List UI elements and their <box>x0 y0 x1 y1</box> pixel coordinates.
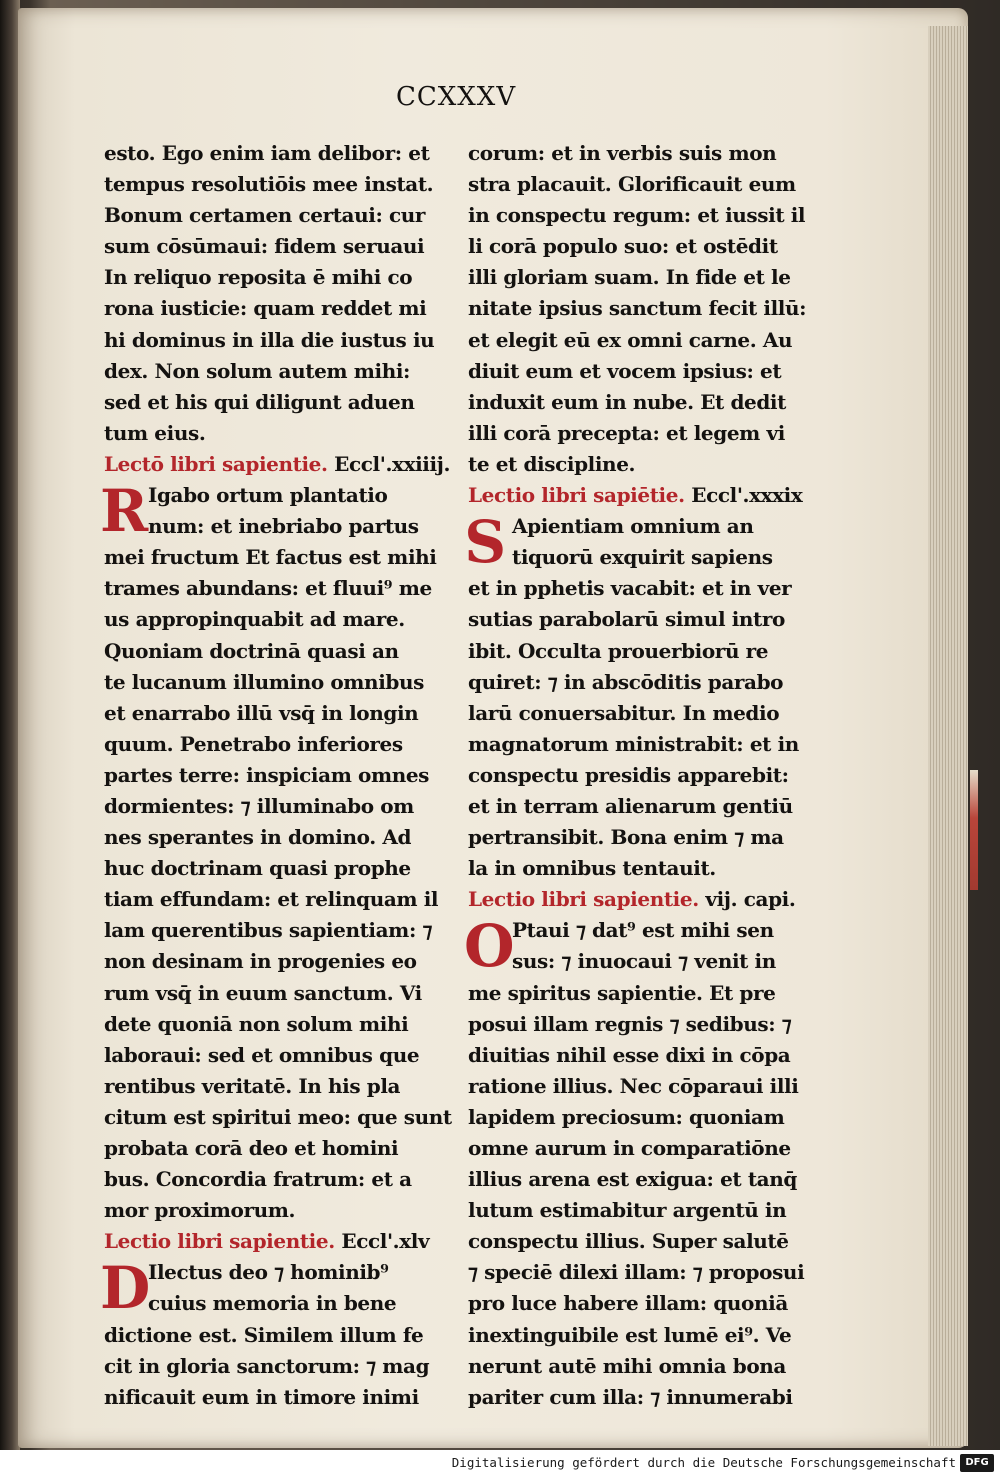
decorated-initial: D <box>100 1254 150 1323</box>
text-line: esto. Ego enim iam delibor: et <box>104 141 430 165</box>
text-line: te et discipline. <box>468 451 636 476</box>
text-line: te lucanum illumino omnibus <box>104 669 424 694</box>
text-line: citum est spiritui meo: que sunt <box>104 1104 452 1129</box>
text-line: et in terram alienarum gentiū <box>468 793 793 818</box>
text-line: mor proximorum. <box>104 1198 296 1223</box>
text-line: pariter cum illa: ⁊ innumerabi <box>468 1384 793 1409</box>
text-line: tiam effundam: et relinquam il <box>104 887 439 912</box>
text-line: bus. Concordia fratrum: et a <box>104 1167 412 1192</box>
text-line: nificauit eum in timore inimi <box>104 1384 419 1409</box>
text-line: sutias parabolarū simul intro <box>468 607 785 632</box>
rubric-red-text: Lectō libri sapientie. <box>104 451 328 476</box>
text-line: conspectu illius. Super salutē <box>468 1229 789 1254</box>
text-line: rentibus veritatē. In his pla <box>104 1073 401 1098</box>
text-line: lam querentibus sapientiam: ⁊ <box>104 918 433 943</box>
text-line: diuitias nihil esse dixi in cōpa <box>468 1042 791 1067</box>
dfg-logo: DFG <box>960 1454 994 1472</box>
text-line: hi dominus in illa die iustus iu <box>104 327 435 352</box>
left-top-paragraph <box>104 138 439 449</box>
text-line: Ptaui ⁊ dat⁹ est mihi sen <box>512 918 774 943</box>
rubric-red-text: Lectio libri sapiētie. <box>468 483 685 508</box>
rubric-red-text: Lectio libri sapientie. <box>104 1229 335 1254</box>
text-line: lutum estimabitur argentū in <box>468 1198 787 1223</box>
text-line: num: et inebriabo partus <box>148 514 419 539</box>
text-line: corum: et in verbis suis mon <box>468 141 777 165</box>
text-line: et elegit eū ex omni carne. Au <box>468 327 793 352</box>
text-line: stra placauit. Glorificauit eum <box>468 172 796 197</box>
text-line: cit in gloria sanctorum: ⁊ mag <box>104 1353 430 1378</box>
text-line: rona iusticie: quam reddet mi <box>104 296 427 321</box>
text-line: rum vsq̄ in euum sanctum. Vi <box>104 980 422 1005</box>
bookmark-ribbon <box>970 770 978 890</box>
text-line: et in pphetis vacabit: et in ver <box>468 576 792 601</box>
text-line: sed et his qui diligunt aduen <box>104 389 415 414</box>
funding-credit: Digitalisierung gefördert durch die Deutsche Forschungsgemeinschaft <box>451 1455 956 1470</box>
rubric-heading <box>468 480 803 511</box>
rubric-citation: vij. capi. <box>705 887 796 912</box>
text-line: pro luce habere illam: quoniā <box>468 1291 788 1316</box>
decorated-initial: O <box>464 912 515 981</box>
text-line: trames abundans: et fluui⁹ me <box>104 576 432 601</box>
text-line: posui illam regnis ⁊ sedibus: ⁊ <box>468 1011 792 1036</box>
folio-number: CCXXXV <box>396 82 517 112</box>
text-line: laboraui: sed et omnibus que <box>104 1042 420 1067</box>
decorated-initial: R <box>100 477 148 546</box>
text-line: In reliquo reposita ē mihi co <box>104 265 413 290</box>
reading-block <box>464 912 805 1413</box>
text-line: Apientiam omnium an <box>512 514 754 539</box>
text-line: tempus resolutiōis mee instat. <box>104 172 434 197</box>
rubric-heading <box>104 1226 439 1257</box>
text-line: inextinguibile est lumē ei⁹. Ve <box>468 1322 792 1347</box>
text-line: Bonum certamen certaui: cur <box>104 203 426 228</box>
decorated-initial: S <box>464 508 506 577</box>
text-line: ibit. Occulta prouerbiorū re <box>468 638 769 663</box>
text-line: dete quoniā non solum mihi <box>104 1011 409 1036</box>
text-line: mei fructum Et factus est mihi <box>104 545 437 570</box>
text-line: larū conuersabitur. In medio <box>468 700 780 725</box>
text-line: li corā populo suo: et ostēdit <box>468 234 778 259</box>
page-edge-stack <box>928 26 968 1446</box>
text-line: diuit eum et vocem ipsius: et <box>468 358 782 383</box>
text-line: us appropinquabit ad mare. <box>104 607 405 632</box>
rubric-citation: Eccl'.xxxix <box>691 483 803 508</box>
text-line: illius arena est exigua: et tanq̄ <box>468 1167 797 1192</box>
text-line: nes sperantes in domino. Ad <box>104 825 412 850</box>
text-line: la in omnibus tentauit. <box>468 856 716 881</box>
text-line: nitate ipsius sanctum fecit illū: <box>468 296 807 321</box>
rubric-citation: Eccl'.xxiiij. <box>334 451 451 476</box>
text-line: dex. Non solum autem mihi: <box>104 358 411 383</box>
text-line: dormientes: ⁊ illuminabo om <box>104 793 414 818</box>
text-line: Igabo ortum plantatio <box>148 483 388 508</box>
text-line: probata corā deo et homini <box>104 1136 399 1160</box>
text-line: omne aurum in comparatiōne <box>468 1136 791 1160</box>
left-text-column <box>100 138 452 1413</box>
text-line: lapidem preciosum: quoniam <box>468 1104 785 1129</box>
right-text-column <box>464 138 807 1413</box>
rubric-red-text: Lectio libri sapientie. <box>468 887 699 912</box>
reading-block <box>464 508 803 884</box>
text-line: ratione illius. Nec cōparaui illi <box>468 1073 799 1098</box>
text-line: pertransibit. Bona enim ⁊ ma <box>468 825 784 850</box>
text-line: et enarrabo illū vsq̄ in longin <box>104 700 419 725</box>
rubric-heading <box>104 449 451 480</box>
text-line: tiquorū exquirit sapiens <box>512 545 773 570</box>
text-line: ⁊ speciē dilexi illam: ⁊ proposui <box>468 1260 805 1285</box>
text-line: Ilectus deo ⁊ hominib⁹ <box>148 1260 389 1285</box>
text-line: nerunt autē mihi omnia bona <box>468 1353 786 1378</box>
digitization-footer <box>0 1450 1000 1478</box>
right-top-paragraph <box>468 138 807 480</box>
text-line: partes terre: inspiciam omnes <box>104 762 430 787</box>
text-line: illi gloriam suam. In fide et le <box>468 265 791 290</box>
book-binding-edge <box>0 0 20 1450</box>
text-line: sum cōsūmaui: fidem seruaui <box>104 234 425 259</box>
text-line: sus: ⁊ inuocaui ⁊ venit in <box>512 949 776 974</box>
text-line: Quoniam doctrinā quasi an <box>104 638 399 663</box>
text-line: magnatorum ministrabit: et in <box>468 731 799 756</box>
text-line: in conspectu regum: et iussit il <box>468 203 806 228</box>
rubric-heading <box>468 884 803 915</box>
text-line: induxit eum in nube. Et dedit <box>468 389 786 414</box>
text-line: quum. Penetrabo inferiores <box>104 731 403 756</box>
text-line: cuius memoria in bene <box>148 1291 397 1316</box>
text-line: huc doctrinam quasi prophe <box>104 856 411 881</box>
reading-block <box>100 1254 439 1412</box>
text-line: me spiritus sapientie. Et pre <box>468 980 776 1005</box>
text-line: non desinam in progenies eo <box>104 949 417 974</box>
text-line: dictione est. Similem illum fe <box>104 1322 424 1347</box>
text-line: quiret: ⁊ in abscōditis parabo <box>468 669 784 694</box>
reading-block <box>100 477 452 1226</box>
text-line: tum eius. <box>104 420 206 445</box>
rubric-citation: Eccl'.xlv <box>341 1229 430 1254</box>
text-line: illi corā precepta: et legem vi <box>468 420 785 445</box>
text-line: conspectu presidis apparebit: <box>468 762 789 787</box>
